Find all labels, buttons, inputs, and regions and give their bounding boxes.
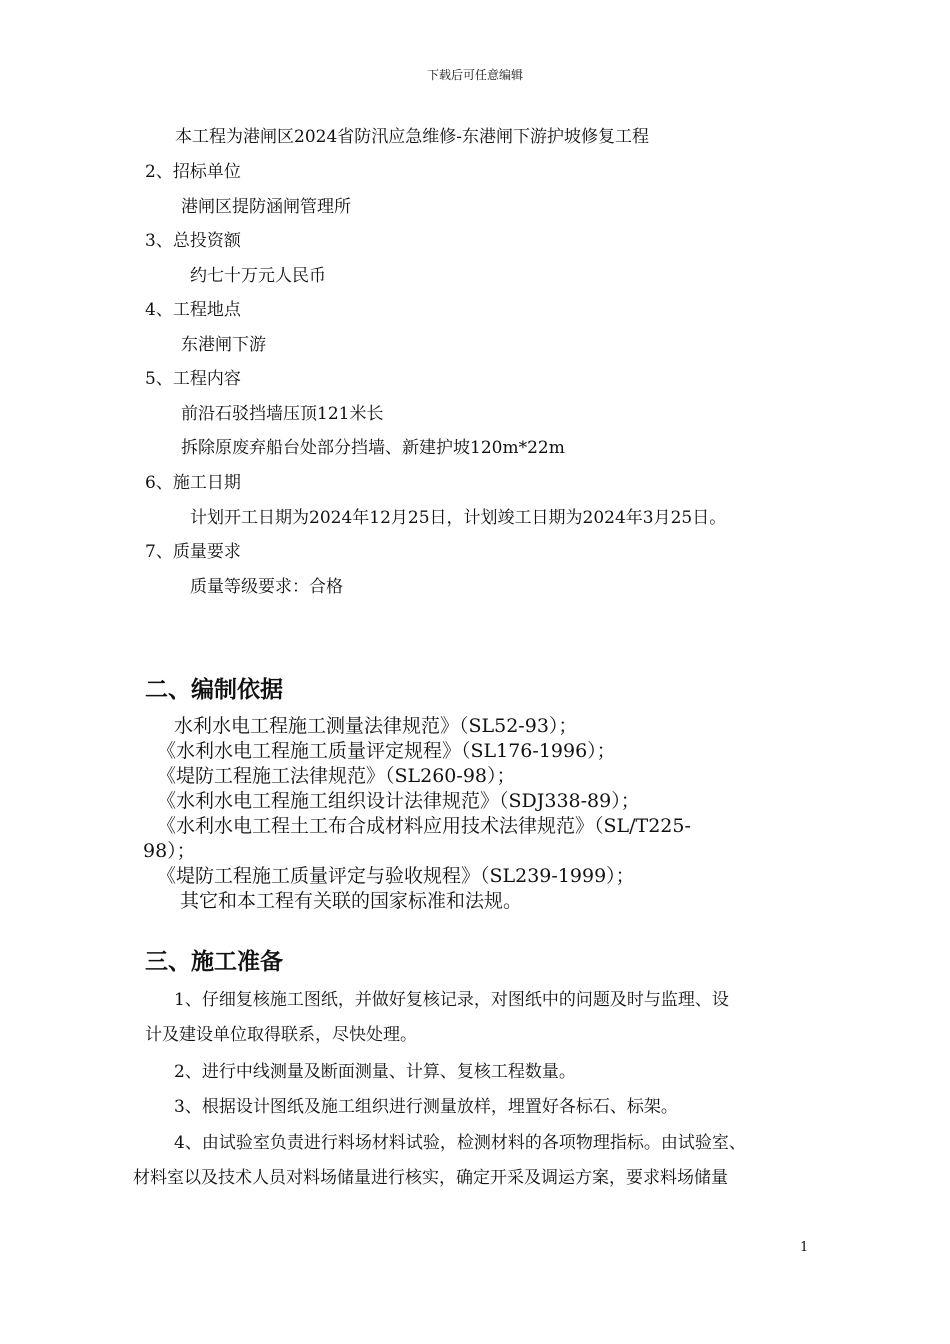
item-2-label: 2、招标单位 xyxy=(145,162,241,182)
item-5-value-2: 拆除原废弃船台处部分挡墙、新建护坡120m*22m xyxy=(181,438,565,458)
item-4-value: 东港闸下游 xyxy=(181,335,266,355)
prep-line: 计及建设单位取得联系，尽快处理。 xyxy=(145,1025,417,1045)
reference-item: 《堤防工程施工法律规范》（SL260-98）； xyxy=(157,765,516,787)
item-3-value: 约七十万元人民币 xyxy=(190,266,326,286)
page-header: 下载后可任意编辑 xyxy=(426,68,523,82)
item-4-label: 4、工程地点 xyxy=(145,300,241,320)
prep-line: 3、根据设计图纸及施工组织进行测量放样，埋置好各标石、标架。 xyxy=(174,1097,678,1117)
reference-item: 《水利水电工程土工布合成材料应用技术法律规范》（SL/T225- xyxy=(157,815,691,837)
item-5-label: 5、工程内容 xyxy=(145,369,241,389)
reference-item: 《堤防工程施工质量评定与验收规程》（SL239-1999）； xyxy=(157,865,635,887)
reference-item: 水利水电工程施工测量法律规范》（SL52-93）； xyxy=(174,715,578,737)
reference-item: 98）； xyxy=(143,840,196,862)
reference-item: 其它和本工程有关联的国家标准和法规。 xyxy=(180,890,523,912)
reference-item: 《水利水电工程施工组织设计法律规范》（SDJ338-89）； xyxy=(157,790,640,812)
item-2-value: 港闸区提防涵闸管理所 xyxy=(181,197,351,217)
prep-line: 2、进行中线测量及断面测量、计算、复核工程数量。 xyxy=(174,1062,576,1082)
item-3-label: 3、总投资额 xyxy=(145,231,241,251)
item-7-label: 7、质量要求 xyxy=(145,542,241,562)
prep-line: 材料室以及技术人员对料场储量进行核实，确定开采及调运方案，要求料场储量 xyxy=(133,1168,728,1188)
section-2-heading: 二、编制依据 xyxy=(145,676,283,703)
item-6-value: 计划开工日期为2024年12月25日，计划竣工日期为2024年3月25日。 xyxy=(190,508,727,528)
project-intro: 本工程为港闸区2024省防汛应急维修-东港闸下游护坡修复工程 xyxy=(175,127,650,147)
section-3-heading: 三、施工准备 xyxy=(145,948,283,975)
reference-item: 《水利水电工程施工质量评定规程》（SL176-1996）； xyxy=(157,740,616,762)
prep-line: 1、仔细复核施工图纸，并做好复核记录，对图纸中的问题及时与监理、设 xyxy=(174,990,729,1010)
prep-line: 4、由试验室负责进行料场材料试验，检测材料的各项物理指标。由试验室、 xyxy=(174,1133,746,1153)
item-6-label: 6、施工日期 xyxy=(145,473,241,493)
page-number: 1 xyxy=(800,1240,809,1255)
item-7-value: 质量等级要求：合格 xyxy=(190,577,343,597)
item-5-value-1: 前沿石驳挡墙压顶121米长 xyxy=(181,404,384,424)
